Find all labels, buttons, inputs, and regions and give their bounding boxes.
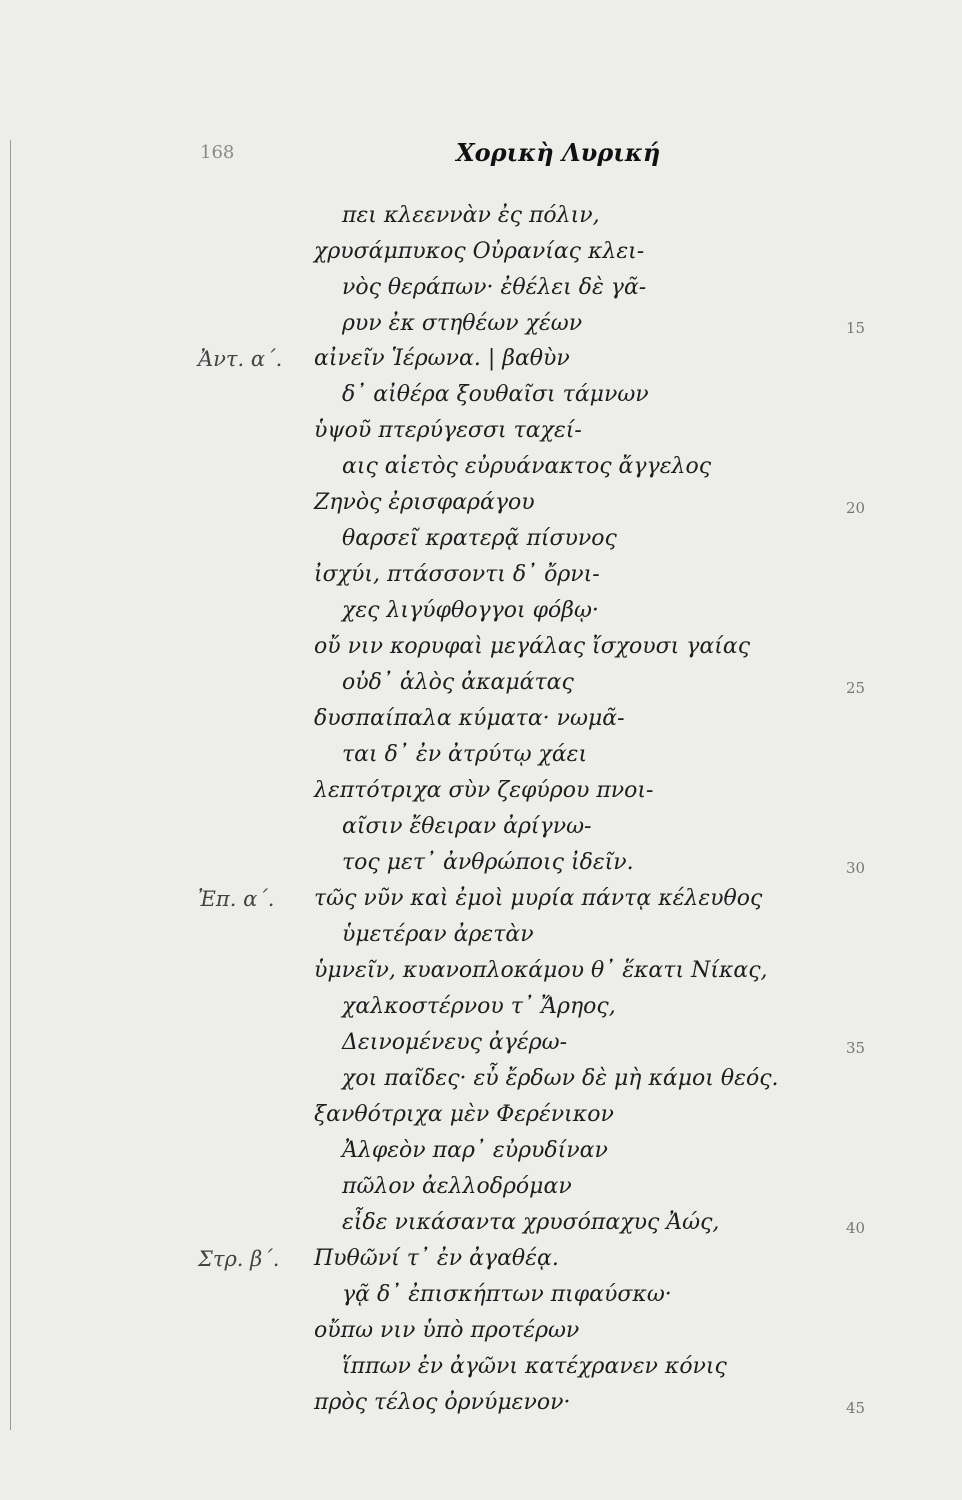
section-mark-epode: Ἐπ. α΄. [198, 887, 275, 911]
verse-line: γᾷ δ᾽ ἐπισκήπτων πιφαύσκω· [342, 1282, 672, 1307]
line-number: 30 [846, 859, 866, 877]
verse-line: Δεινομένευς ἀγέρω- [342, 1030, 568, 1055]
verse-line: χαλκοστέρνου τ᾽ Ἄρηος, [342, 994, 616, 1019]
page-number: 168 [200, 142, 235, 163]
verse-line: πῶλον ἀελλοδρόμαν [342, 1174, 572, 1199]
verse-line: ὑμνεῖν, κυανοπλοκάμου θ᾽ ἕκατι Νίκας, [314, 958, 768, 983]
line-number: 20 [846, 499, 866, 517]
verse-line: οὔ νιν κορυφαὶ μεγάλας ἴσχουσι γαίας [314, 634, 751, 659]
verse-line: ξανθότριχα μὲν Φερένικον [314, 1102, 614, 1127]
verse-line: νὸς θεράπων· ἐθέλει δὲ γᾶ- [342, 275, 647, 300]
verse-line: τῶς νῦν καὶ ἐμοὶ μυρία πάντᾳ κέλευθος [314, 886, 763, 911]
verse-line: λεπτότριχα σὺν ζεφύρου πνοι- [314, 778, 654, 803]
verse-line: Ἀλφεὸν παρ᾽ εὐρυδίναν [342, 1138, 608, 1163]
verse-line: πρὸς τέλος ὀρνύμενον· [314, 1390, 571, 1415]
verse-line: ται δ᾽ ἐν ἀτρύτῳ χάει [342, 742, 588, 767]
line-number: 25 [846, 679, 866, 697]
verse-line: χρυσάμπυκος Οὐρανίας κλει- [314, 239, 645, 264]
left-margin-rule [10, 140, 11, 1430]
verse-line: ὑμετέραν ἀρετὰν [342, 922, 534, 947]
verse-line: πει κλεεννὰν ἐς πόλιν, [342, 203, 600, 228]
line-number: 45 [846, 1399, 866, 1417]
verse-line: ἵππων ἐν ἀγῶνι κατέχρανεν κόνις [342, 1354, 727, 1379]
verse-line: ἰσχύι, πτάσσοντι δ᾽ ὄρνι- [314, 562, 600, 587]
page-header [0, 138, 962, 178]
verse-line: αῖσιν ἔθειραν ἀρίγνω- [342, 814, 592, 839]
line-number: 35 [846, 1039, 866, 1057]
verse-line: τος μετ᾽ ἀνθρώποις ἰδεῖν. [342, 850, 634, 875]
section-mark-antistrophe: Ἀντ. α΄. [198, 347, 283, 371]
verse-line: ρυν ἐκ στηθέων χέων [342, 311, 583, 336]
verse-line: θαρσεῖ κρατερᾷ πίσυνος [342, 526, 617, 551]
verse-line: χες λιγύφθογγοι φόβῳ· [342, 598, 599, 623]
line-number: 15 [846, 319, 866, 337]
verse-line: Πυθῶνί τ᾽ ἐν ἀγαθέᾳ. [314, 1246, 559, 1271]
verse-line: δυσπαίπαλα κύματα· νωμᾶ- [314, 706, 625, 731]
verse-line: οὐδ᾽ ἁλὸς ἀκαμάτας [342, 670, 574, 695]
verse-line: εἶδε νικάσαντα χρυσόπαχυς Ἀώς, [342, 1210, 720, 1235]
verse-line: χοι παῖδες· εὖ ἔρδων δὲ μὴ κάμοι θεός. [342, 1066, 779, 1091]
verse-line: δ᾽ αἰθέρα ξουθαῖσι τάμνων [342, 382, 649, 407]
line-number: 40 [846, 1219, 866, 1237]
verse-line: Ζηνὸς ἐρισφαράγου [314, 490, 535, 515]
section-mark-strophe: Στρ. β΄. [198, 1247, 280, 1271]
running-title: Χορικὴ Λυρική [456, 138, 661, 167]
verse-line: οὔπω νιν ὑπὸ προτέρων [314, 1318, 580, 1343]
verse-line: αἰνεῖν Ἱέρωνα. | βαθὺν [314, 346, 570, 371]
verse-line: ὑψοῦ πτερύγεσσι ταχεί- [314, 418, 582, 443]
verse-line: αις αἰετὸς εὐρυάνακτος ἄγγελος [342, 454, 712, 479]
